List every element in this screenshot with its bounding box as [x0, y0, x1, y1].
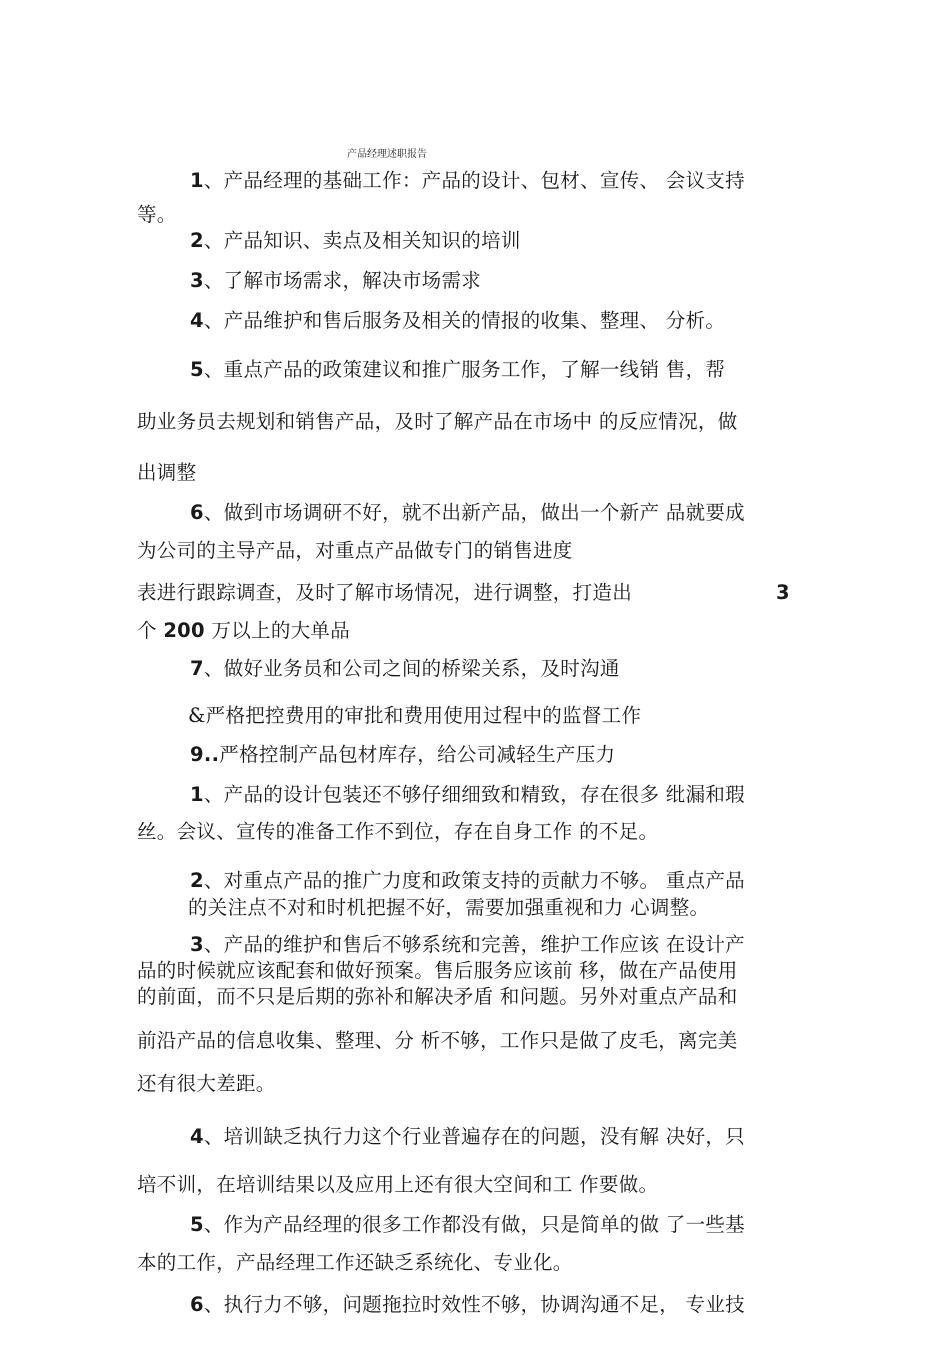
- text-line: 还有很大差距。: [137, 1072, 276, 1095]
- text-line: 6、做到市场调研不好，就不出新产品，做出一个新产 品就要成: [190, 501, 745, 524]
- text-line: 5、重点产品的政策建议和推广服务工作，了解一线销 售，帮: [190, 358, 726, 381]
- text-line: 5、作为产品经理的很多工作都没有做，只是简单的做 了一些基: [190, 1213, 745, 1236]
- text-line: 表进行跟踪调查，及时了解市场情况，进行调整，打造出: [137, 581, 633, 604]
- text-line: 9..严格控制产品包材库存，给公司减轻生产压力: [190, 743, 616, 766]
- text-line: 3、产品的维护和售后不够系统和完善，维护工作应该 在设计产: [190, 933, 745, 956]
- text-line: 1、产品的设计包装还不够仔细细致和精致，存在很多 纰漏和瑕: [190, 783, 745, 806]
- text-line: 6、执行力不够，问题拖拉时效性不够，协调沟通不足， 专业技: [190, 1293, 745, 1316]
- text-line: 的关注点不对和时机把握不好，需要加强重视和力 心调整。: [188, 896, 710, 919]
- text-line: 出调整: [137, 461, 197, 484]
- text-line: 等。: [137, 203, 177, 226]
- text-line: 2、对重点产品的推广力度和政策支持的贡献力不够。 重点产品: [190, 869, 745, 892]
- document-title: 产品经理述职报告: [347, 149, 427, 160]
- number-label: 3: [776, 581, 790, 604]
- text-line: 丝。会议、宣传的准备工作不到位，存在自身工作 的不足。: [137, 820, 659, 843]
- text-line: 4、培训缺乏执行力这个行业普遍存在的问题，没有解 决好，只: [190, 1125, 745, 1148]
- text-line: 前沿产品的信息收集、整理、分 析不够，工作只是做了皮毛，离完美: [137, 1029, 738, 1052]
- text-line: 3、了解市场需求，解决市场需求: [190, 269, 482, 292]
- text-line: 品的时候就应该配套和做好预案。售后服务应该前 移，做在产品使用: [137, 959, 738, 982]
- text-line: 个 200 万以上的大单品: [137, 619, 351, 642]
- text-line: 7、做好业务员和公司之间的桥梁关系，及时沟通: [190, 657, 620, 680]
- text-line: 2、产品知识、卖点及相关知识的培训: [190, 229, 521, 252]
- text-line: 为公司的主导产品，对重点产品做专门的销售进度: [137, 539, 573, 562]
- text-line: 助业务员去规划和销售产品，及时了解产品在市场中 的反应情况，做: [137, 410, 738, 433]
- text-line: 的前面，而不只是后期的弥补和解决矛盾 和问题。另外对重点产品和: [137, 985, 738, 1008]
- text-line: 1、产品经理的基础工作：产品的设计、包材、宣传、 会议支持: [190, 169, 745, 192]
- text-line: 本的工作，产品经理工作还缺乏系统化、专业化。: [137, 1251, 573, 1274]
- text-line: &严格把控费用的审批和费用使用过程中的监督工作: [188, 704, 642, 727]
- text-line: 4、产品维护和售后服务及相关的情报的收集、整理、 分析。: [190, 309, 726, 332]
- text-line: 培不训，在培训结果以及应用上还有很大空间和工 作要做。: [137, 1173, 659, 1196]
